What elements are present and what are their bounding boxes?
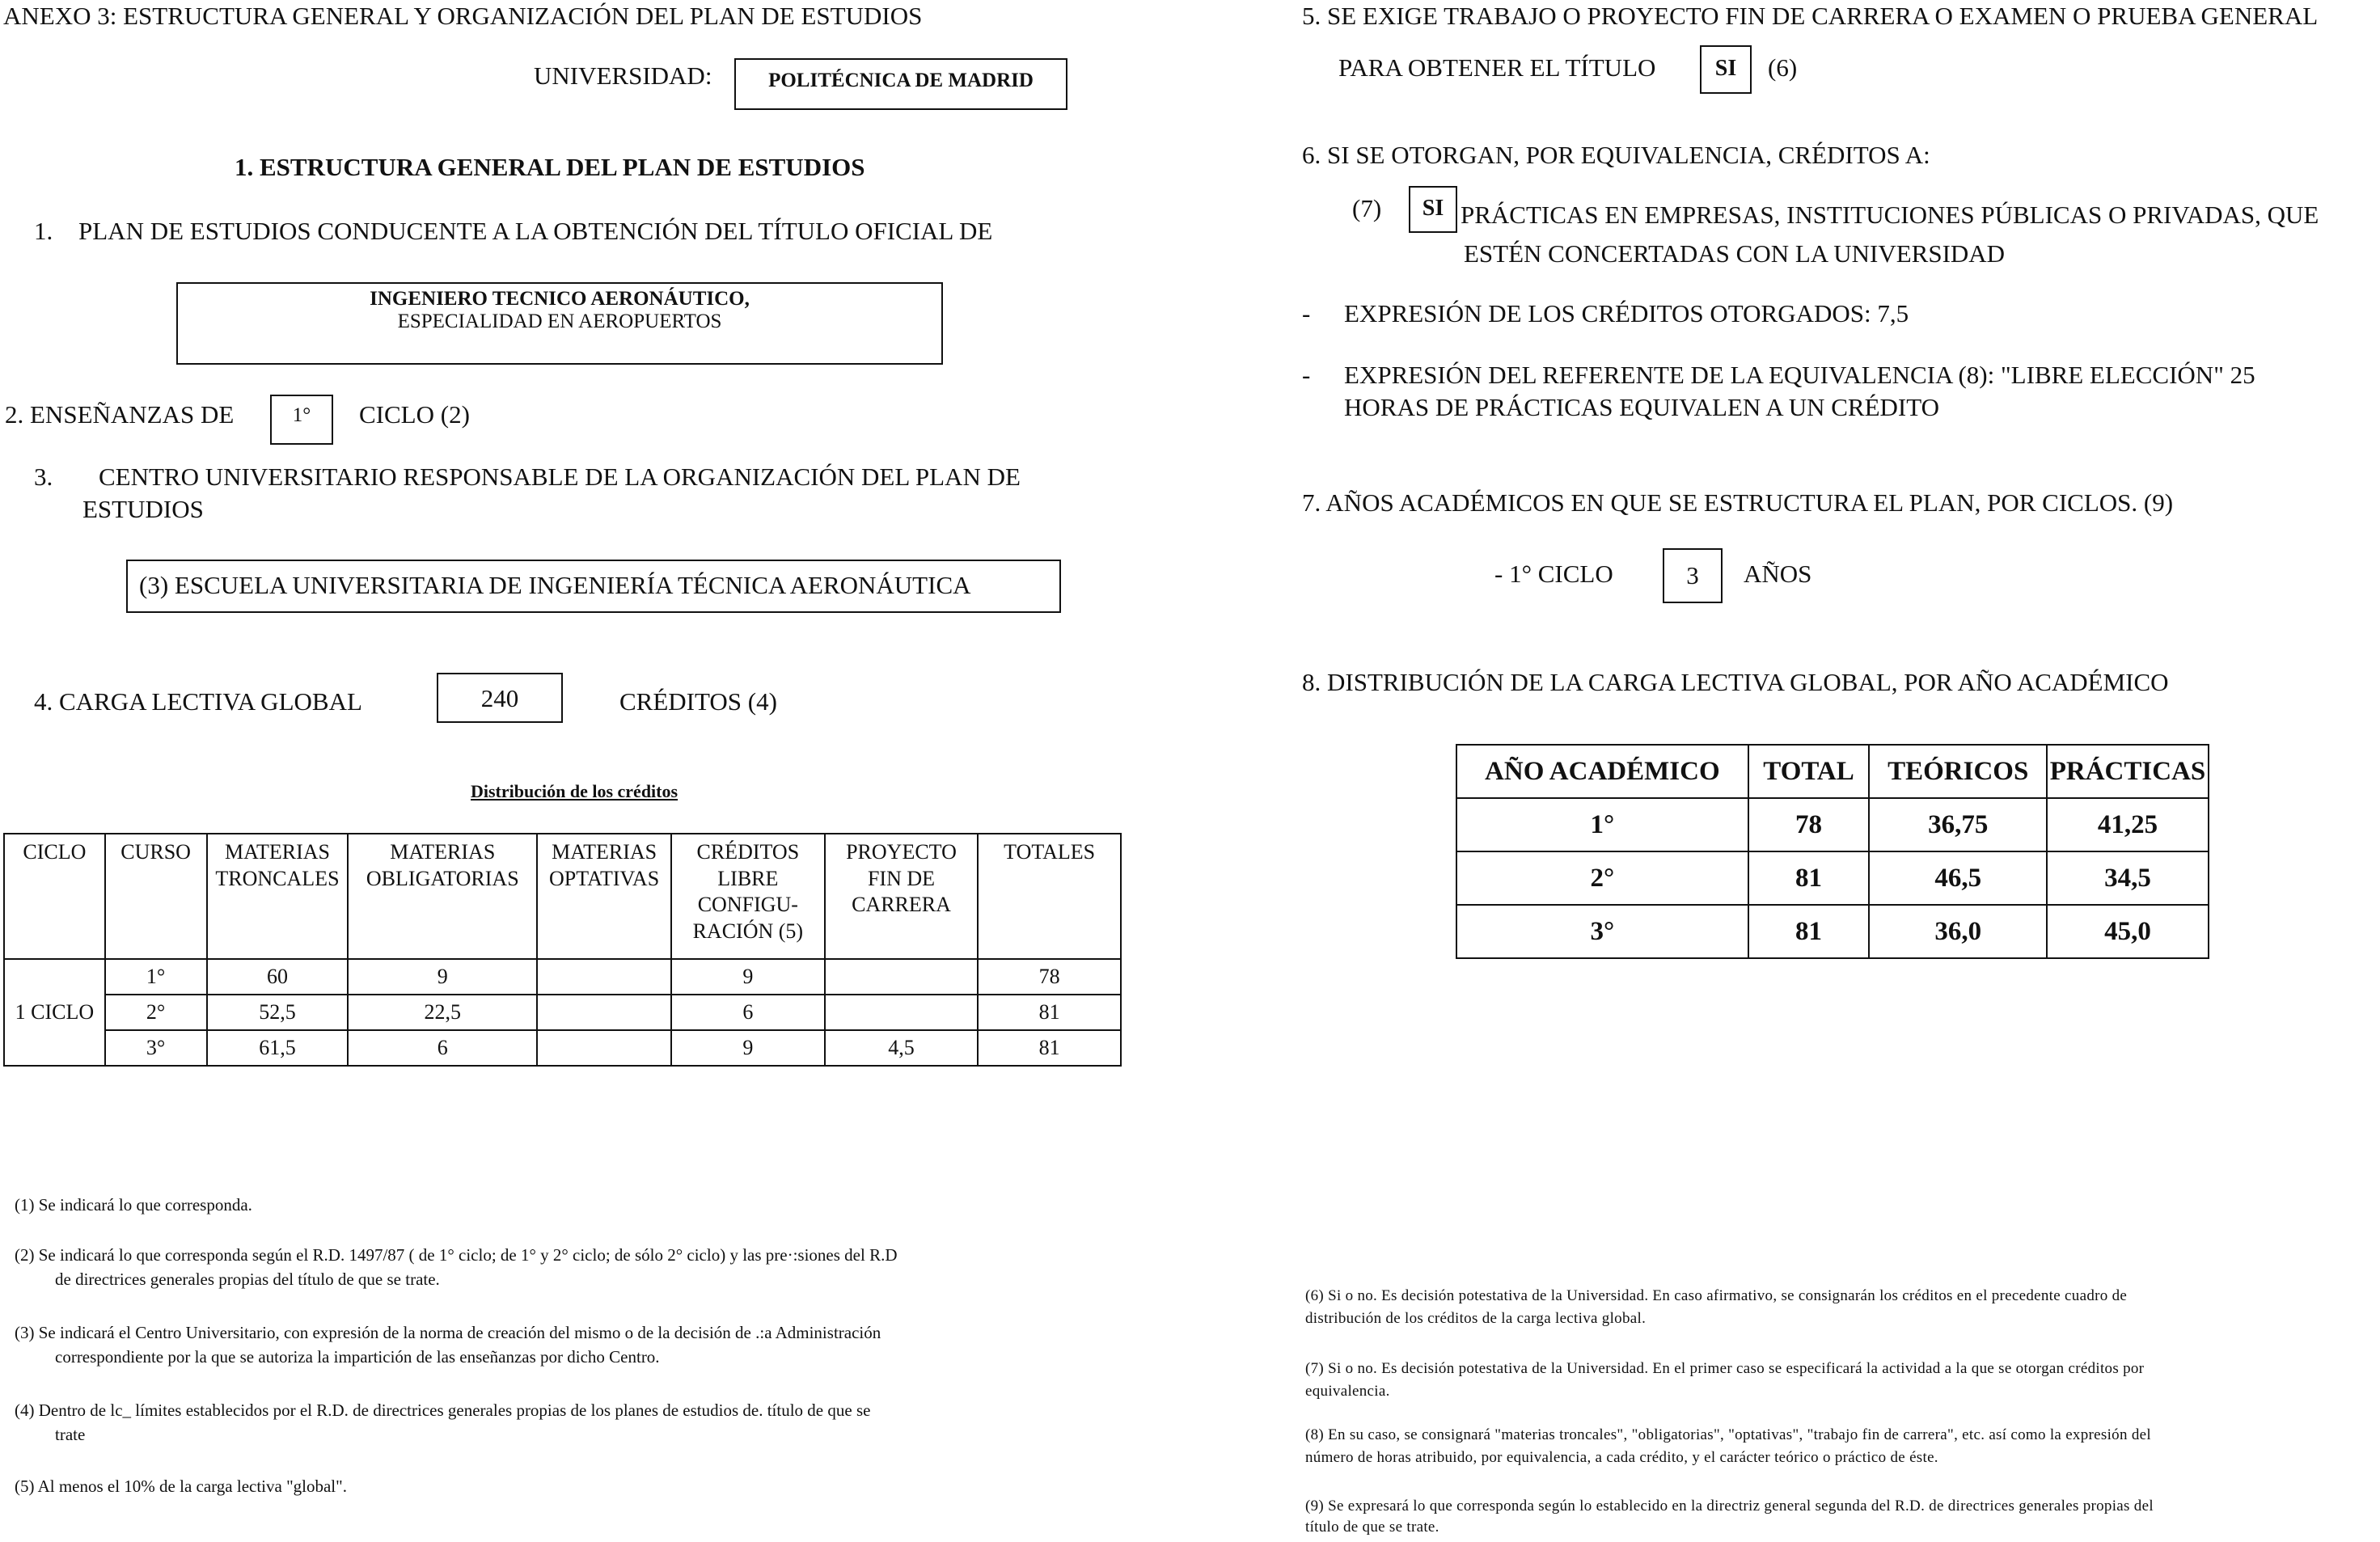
header-ciclo: CICLO <box>4 834 105 959</box>
item6-line-1: PRÁCTICAS EN EMPRESAS, INSTITUCIONES PÚBLICAS O PRIVADAS, QUE <box>1461 201 2319 229</box>
item4-label: 4. CARGA LECTIVA GLOBAL <box>34 687 362 716</box>
obligatorias-cell: 22,5 <box>348 995 537 1030</box>
header-totales: TOTALES <box>978 834 1121 959</box>
libre-cell: 6 <box>671 995 825 1030</box>
referent-line-2: HORAS DE PRÁCTICAS EQUIVALEN A UN CRÉDITO <box>1344 393 1940 421</box>
proyecto-cell <box>825 995 979 1030</box>
credits-table <box>3 833 1122 1067</box>
item5-note: (6) <box>1768 53 1798 82</box>
item3-line-1: CENTRO UNIVERSITARIO RESPONSABLE DE LA ORGANIZACIÓN DEL PLAN DE <box>99 463 1021 491</box>
total-cell: 78 <box>1748 798 1870 851</box>
header-practicas: PRÁCTICAS <box>2047 745 2209 798</box>
practicas-cell: 41,25 <box>2047 798 2209 851</box>
footnote-3: (3) Se indicará el Centro Universitario, con expresión de la norma de creación del mismo o de la decisión de .:a Administración <box>15 1323 881 1342</box>
curso-cell: 2° <box>105 995 207 1030</box>
totales-cell: 81 <box>978 1030 1121 1066</box>
obligatorias-cell: 9 <box>348 959 537 995</box>
credits-table-header <box>4 834 1121 959</box>
degree-box <box>176 282 943 365</box>
header-curso: CURSO <box>105 834 207 959</box>
libre-cell: 9 <box>671 959 825 995</box>
year-cell: 2° <box>1456 851 1748 905</box>
item3-line-2: ESTUDIOS <box>82 495 204 523</box>
curso-cell: 3° <box>105 1030 207 1066</box>
footnote-9: (9) Se expresará lo que corresponda según lo establecido en la directriz general segunda del R.D. de directrices generales propias del <box>1305 1498 2154 1515</box>
proyecto-cell <box>825 959 979 995</box>
item5-line-2: PARA OBTENER EL TÍTULO <box>1338 53 1656 82</box>
troncales-cell: 60 <box>207 959 349 995</box>
table-row <box>4 959 1121 995</box>
credits-expression: EXPRESIÓN DE LOS CRÉDITOS OTORGADOS: 7,5 <box>1344 299 1909 327</box>
teoricos-cell: 36,0 <box>1869 905 2047 958</box>
centre-box <box>126 560 1061 613</box>
footnote-9-cont: título de que se trate. <box>1305 1519 1439 1536</box>
table-row <box>1456 851 2209 905</box>
header-optativas: MATERIAS OPTATIVAS <box>537 834 671 959</box>
item7-label: - 1° CICLO <box>1494 560 1613 588</box>
year-cell: 1° <box>1456 798 1748 851</box>
year-table-header <box>1456 745 2209 798</box>
thesis-required-box <box>1700 45 1752 94</box>
header-total: TOTAL <box>1748 745 1870 798</box>
university-label: UNIVERSIDAD: <box>534 61 712 90</box>
footnote-8: (8) En su caso, se consignará "materias troncales", "obligatorias", "optativas", "trabajo fin de carrera", etc. así como la expresión del <box>1305 1426 2151 1443</box>
footnote-4: (4) Dentro de lc_ límites establecidos por el R.D. de directrices generales propias de los planes de estudios de. título de que se <box>15 1400 871 1420</box>
optativas-cell <box>537 959 671 995</box>
footnote-2: (2) Se indicará lo que corresponda según el R.D. 1497/87 ( de 1° ciclo; de 1° y 2° ciclo; de sólo 2° ciclo) y las pre·:siones del R.D <box>15 1245 898 1265</box>
practicas-cell: 45,0 <box>2047 905 2209 958</box>
centre-value: (3) ESCUELA UNIVERSITARIA DE INGENIERÍA TÉCNICA AERONÁUTICA <box>139 571 971 599</box>
table-row <box>1456 905 2209 958</box>
dash-2: - <box>1302 361 1311 389</box>
troncales-cell: 61,5 <box>207 1030 349 1066</box>
university-value: POLITÉCNICA DE MADRID <box>768 70 1034 91</box>
section-title: 1. ESTRUCTURA GENERAL DEL PLAN DE ESTUDIOS <box>235 153 865 181</box>
footnote-8-cont: número de horas atribuido, por equivalencia, a cada crédito, y el carácter teórico o práctico de éste. <box>1305 1449 1938 1466</box>
year-cell: 3° <box>1456 905 1748 958</box>
item2-label: 2. ENSEÑANZAS DE <box>5 400 235 429</box>
item3-number: 3. <box>34 463 53 491</box>
item1-text: PLAN DE ESTUDIOS CONDUCENTE A LA OBTENCIÓN DEL TÍTULO OFICIAL DE <box>78 217 993 245</box>
footnote-3-cont: correspondiente por la que se autoriza la impartición de las enseñanzas por dicho Centro. <box>55 1347 660 1367</box>
proyecto-cell: 4,5 <box>825 1030 979 1066</box>
footnote-7-cont: equivalencia. <box>1305 1383 1390 1400</box>
practicas-cell: 34,5 <box>2047 851 2209 905</box>
header-troncales: MATERIAS TRONCALES <box>207 834 349 959</box>
table-row <box>1456 798 2209 851</box>
libre-cell: 9 <box>671 1030 825 1066</box>
footnote-5: (5) Al menos el 10% de la carga lectiva "global". <box>15 1477 347 1496</box>
header-teoricos: TEÓRICOS <box>1869 745 2047 798</box>
university-box <box>734 58 1067 110</box>
thesis-required-value: SI <box>1714 56 1737 81</box>
totales-cell: 78 <box>978 959 1121 995</box>
credits-table-caption: Distribución de los créditos <box>471 781 678 801</box>
footnote-4-cont: trate <box>55 1425 86 1444</box>
degree-line-2: ESPECIALIDAD EN AEROPUERTOS <box>397 311 722 332</box>
obligatorias-cell: 6 <box>348 1030 537 1066</box>
header-proyecto: PROYECTO FIN DE CARRERA <box>825 834 979 959</box>
referent-line-1: EXPRESIÓN DEL REFERENTE DE LA EQUIVALENCIA (8): "LIBRE ELECCIÓN" 25 <box>1344 361 2255 389</box>
annex-title: ANEXO 3: ESTRUCTURA GENERAL Y ORGANIZACIÓN DEL PLAN DE ESTUDIOS <box>3 2 923 30</box>
optativas-cell <box>537 995 671 1030</box>
global-load-box <box>437 673 563 723</box>
item6-line-2: ESTÉN CONCERTADAS CON LA UNIVERSIDAD <box>1464 239 2006 268</box>
degree-line-1: INGENIERO TECNICO AERONÁUTICO, <box>370 288 750 310</box>
item7-suffix: AÑOS <box>1744 560 1812 588</box>
global-load-value: 240 <box>480 684 519 712</box>
total-cell: 81 <box>1748 851 1870 905</box>
item6-title: 6. SI SE OTORGAN, POR EQUIVALENCIA, CRÉDITOS A: <box>1302 141 1930 169</box>
cycle-box <box>270 395 333 445</box>
troncales-cell: 52,5 <box>207 995 349 1030</box>
cycle-value: 1° <box>292 404 311 426</box>
item5-line-1: 5. SE EXIGE TRABAJO O PROYECTO FIN DE CARRERA O EXAMEN O PRUEBA GENERAL <box>1302 2 2319 30</box>
totales-cell: 81 <box>978 995 1121 1030</box>
optativas-cell <box>537 1030 671 1066</box>
item4-suffix: CRÉDITOS (4) <box>619 687 777 716</box>
teoricos-cell: 36,75 <box>1869 798 2047 851</box>
item1-number: 1. <box>34 217 53 245</box>
header-year: AÑO ACADÉMICO <box>1456 745 1748 798</box>
dash-1: - <box>1302 299 1311 327</box>
internship-box <box>1409 186 1457 233</box>
item2-suffix: CICLO (2) <box>359 400 470 429</box>
header-obligatorias: MATERIAS OBLIGATORIAS <box>348 834 537 959</box>
curso-cell: 1° <box>105 959 207 995</box>
total-cell: 81 <box>1748 905 1870 958</box>
teoricos-cell: 46,5 <box>1869 851 2047 905</box>
table-row <box>4 1030 1121 1066</box>
table-row <box>4 995 1121 1030</box>
item6-number: (7) <box>1352 194 1382 222</box>
years-value: 3 <box>1686 561 1699 589</box>
footnote-6: (6) Si o no. Es decisión potestativa de la Universidad. En caso afirmativo, se consignarán los créditos en el precedente cuadro de <box>1305 1287 2128 1304</box>
years-box <box>1663 548 1723 603</box>
internship-value: SI <box>1422 196 1444 221</box>
footnote-6-cont: distribución de los créditos de la carga lectiva global. <box>1305 1310 1647 1327</box>
footnote-1: (1) Se indicará lo que corresponda. <box>15 1195 252 1215</box>
item7-title: 7. AÑOS ACADÉMICOS EN QUE SE ESTRUCTURA EL PLAN, POR CICLOS. (9) <box>1302 488 2174 517</box>
footnote-2-cont: de directrices generales propias del título de que se trate. <box>55 1270 440 1289</box>
year-distribution-table <box>1456 744 2209 959</box>
cycle-cell: 1 CICLO <box>4 959 105 1066</box>
item8-title: 8. DISTRIBUCIÓN DE LA CARGA LECTIVA GLOBAL, POR AÑO ACADÉMICO <box>1302 668 2169 696</box>
footnote-7: (7) Si o no. Es decisión potestativa de la Universidad. En el primer caso se especificará la actividad a la que se otorgan créditos por <box>1305 1360 2145 1377</box>
header-libre-configuracion: CRÉDITOS LIBRE CONFIGU- RACIÓN (5) <box>671 834 825 959</box>
